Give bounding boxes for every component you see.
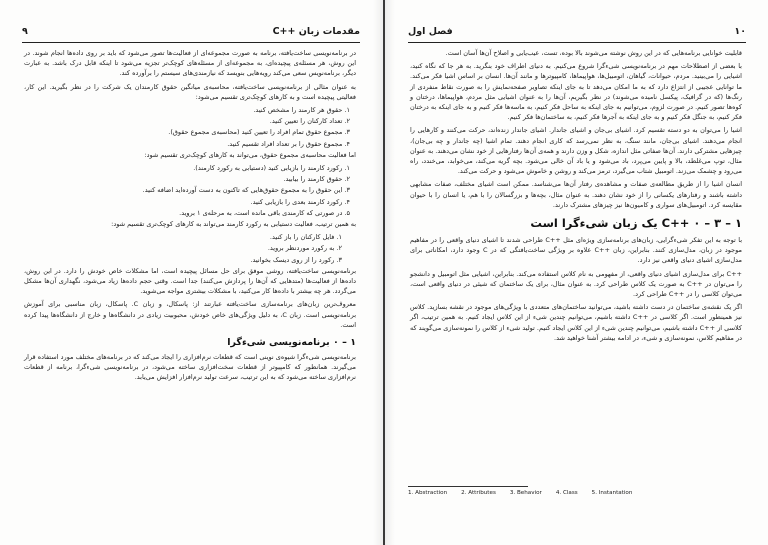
list-item: ۳. رکورد را از روی دیسک بخوانید. — [250, 255, 342, 264]
paragraph: اما فعالیت محاسبه‌ی مجموع حقوق، می‌تواند به کارهای کوچک‌تری تقسیم شود: — [144, 150, 356, 159]
left-page — [0, 0, 382, 545]
list-item: ۵. در صورتی که کارمندی باقی مانده است، به مرحله‌ی ۱ بروید. — [179, 208, 350, 217]
section-heading: ۱ – ۳ – ۰ ++C یک زبان شیءگرا است — [530, 216, 742, 231]
list-item: ۲. تعداد کارکنان را تعیین کنید. — [269, 117, 350, 126]
list-item: ۱. رکورد کارمند را بازیابی کنید (دستیابی به رکورد کارمند). — [193, 164, 350, 173]
paragraph: قابلیت خوانایی برنامه‌هایی که در این روش نوشته می‌شوند بالا بوده، تست، عیب‌یابی و اصلاح آن‌ها آسان است. — [445, 49, 742, 57]
right-running-title: فصل اول — [408, 26, 453, 37]
paragraph: با توجه به این تفکر شیءگرایی، زبان‌های برنامه‌سازی ویژه‌ای مثل ++C طراحی شدند تا اشیای دنیای واقعی را در مفاهیم موجود در زبان، مدل‌سازی کنند. بنابراین، زبان ++C علاوه بر ویژگی ساخت‌یافتگی که در C وجود دارد، امکاناتی برای مدل‌سازی اشیای دنیای واقعی نیز دارد. — [410, 236, 743, 265]
left-page-body — [24, 48, 356, 535]
paragraph: ++C برای مدل‌سازی اشیای دنیای واقعی، از مفهومی به نام کلاس استفاده می‌کند. بنابراین، اشیایی مثل اتومبیل و دانشجو را می‌توان در ++C به صورت یک کلاس طراحی کرد. به عنوان مثال، برای یک ساختمان که شیئی در دنیای واقعی است، می‌توان کلاسی را در ++C طراحی کرد. — [410, 269, 743, 299]
list-item: ۲. حقوق کارمند را بیابید. — [283, 175, 350, 184]
list-item: ۱. فایل کارکنان را باز کنید. — [269, 233, 342, 242]
list-item: ۳. این حقوق را به مجموع حقوق‌هایی که تاکنون به دست آورده‌اید اضافه کنید. — [142, 186, 350, 195]
list-item: ۳. مجموع حقوق تمام افراد را تعیین کنید (محاسبه‌ی مجموع حقوق). — [168, 128, 350, 137]
right-header-rule — [408, 42, 746, 43]
list-item: ۱. حقوق هر کارمند را مشخص کنید. — [253, 106, 350, 115]
paragraph: اگر یک نقشه‌ی ساختمان در دست داشته باشید، می‌توانید ساختمان‌های متعددی با ویژگی‌های موجود در نقشه بسازید. کلاس نیز همینطور است. اگر کلاسی در ++C داشته باشیم، می‌توانیم چندین شیء از این کلاس ایجاد کنیم. به همین ترتیب، اگر کلاسی از ++C داشته باشیم، می‌توانیم چندین شیء از این کلاس ایجاد کنیم. تولید شیء از کلاس را نمونه‌سازی می‌گویند که در مفاهیم کلاس، نمونه‌سازی و شیء، در ادامه بیشتر آشنا خواهید شد. — [410, 303, 742, 342]
list-item: ۲. به رکورد موردنظر بروید. — [267, 244, 342, 253]
footnote: 1. Abstraction — [408, 490, 448, 496]
left-header-rule — [22, 42, 360, 43]
footnotes — [408, 490, 746, 502]
right-page — [386, 0, 768, 545]
paragraph: معروف‌ترین زبان‌های برنامه‌سازی ساخت‌یافته عبارتند از: پاسکال، و زبان C. پاسکال، زبان مناسبی برای آموزش برنامه‌نویسی است. زبان C، به دلیل ویژگی‌های خاص خودش، محبوبیت زیادی در دانشگاه‌ها و خارج از دانشگاه‌ها پیدا کرده است. — [24, 300, 356, 329]
list-item: ۴. رکورد کارمند بعدی را بازیابی کنید. — [250, 197, 350, 206]
paragraph: به همین ترتیب، فعالیت دستیابی به رکورد کارمند می‌تواند به کارهای کوچک‌تری تقسیم شود: — [111, 220, 356, 229]
section-heading: ۱ – ۰ برنامه‌نویسی شیءگرا — [227, 337, 356, 349]
right-page-header — [408, 26, 746, 42]
paragraph: به عنوان مثالی از برنامه‌نویسی ساخت‌یافته، محاسبه‌ی میانگین حقوق کارمندان یک شرکت را در نظر بگیرید. این کار، فعالیتی پیچیده است و به کارهای کوچک‌تری تقسیم می‌شود: — [24, 82, 356, 101]
footnote: 3. Behavior — [509, 490, 542, 496]
paragraph: برنامه‌نویسی ساخت‌یافته، روشی موفق برای حل مسائل پیچیده است، اما مشکلات خاص خودش را دارد. در این روش، داده‌ها از فعالیت‌ها (متدهایی که آن‌ها را پردازش می‌کنند) جدا است. وقتی حجم داده‌ها زیاد می‌شود، نگهداری آن‌ها مشکل می‌گردد. هر چه بیشتر با داده‌ها کار می‌کنید، با مشکلات بیشتری مواجه می‌شوید. — [24, 266, 356, 296]
footnote: 4. Class — [555, 490, 578, 496]
footnote-rule — [408, 486, 528, 487]
paragraph: برنامه‌نویسی شیءگرا شیوه‌ی نوینی است که قطعات نرم‌افزاری را ایجاد می‌کند که در برنامه‌های مختلف مورد استفاده قرار می‌گیرند. همانطور که کامپیوتر از قطعات سخت‌افزاری ساخته می‌شود، در برنامه‌نویسی شیءگرا، برنامه از قطعات نرم‌افزاری ساخته می‌شود که به این ترتیب، سرعت تولید نرم‌افزار افزایش می‌یابد. — [24, 353, 356, 382]
left-running-title: مقدمات زبان ++C — [272, 26, 360, 37]
footnote: 2. Attributes — [461, 490, 496, 496]
footnote: 5. Instantation — [591, 490, 633, 496]
paragraph: در برنامه‌نویسی ساخت‌یافته، برنامه به صورت مجموعه‌ای از فعالیت‌ها تصور می‌شود که باید بر روی داده‌ها انجام شوند. در این روش، هر مسئله‌ی پیچیده‌ای، به مجموعه‌ای از مسئله‌های کوچک‌تر تجزیه می‌شود تا اینکه قابل درک باشد. به عبارت دیگر، برنامه‌نویس سعی می‌کند رویه‌هایی بنویسد که نیازمندی‌های سیستم را برآورده کند. — [24, 49, 356, 78]
left-page-number: ۹ — [22, 26, 28, 37]
right-page-body — [410, 48, 742, 483]
paragraph: اشیا را می‌توان به دو دسته تقسیم کرد. اشیای بی‌جان و اشیای جاندار. اشیای جاندار زنده‌اند، حرکت می‌کنند و کارهایی را انجام می‌دهند. اشیای بی‌جان، مانند سنگ، به نظر نمی‌رسد که کاری انجام دهند. تمام اشیا (چه جاندار و چه بی‌جان)، چیزهایی مشترکی دارند. آن‌ها صفاتی مثل اندازه، شکل و وزن دارند و همه‌ی آن‌ها رفتارهایی از خود نشان می‌دهند. به عنوان مثال، توپ می‌غلطد، بالا و پایین می‌پرد، باد می‌شود و یا باد آن خالی می‌شود. بچه گریه می‌کند، می‌خوابد، می‌خندد، راه می‌رود و چشمک می‌زند. اتومبیل شتاب می‌گیرد، ترمز می‌کند و روشن و خاموش می‌شود و حرکت می‌کند. — [410, 126, 742, 176]
book-gutter — [383, 0, 385, 545]
paragraph: انسان اشیا را از طریق مطالعه‌ی صفات و مشاهده‌ی رفتار آن‌ها می‌شناسد. ممکن است اشیای مختلف، صفات مشابهی داشته باشند و رفتارهای یکسانی را از خود نشان دهند. به عنوان مثال، بچه‌ها و بزرگسالان را با هم، یا انسان را با حیوان مقایسه کرد. اتومبیل‌های سواری و کامیون‌ها نیز چیزهای مشترک دارند. — [410, 180, 742, 209]
left-page-header — [22, 26, 360, 42]
paragraph: با بعضی از اصطلاحات مهم در برنامه‌نویسی شیءگرا شروع می‌کنیم. به دنیای اطراف خود بنگرید. به هر جا که نگاه کنید، اشیایی را می‌بینید. مردم، حیوانات، گیاهان، اتومبیل‌ها، هواپیماها، کامپیوترها و مانند آن‌ها. انسان بر اساس اشیا فکر می‌کند. ما توانایی عجیبی از انتزاع دارد که به ما امکان می‌دهد تا به جای اینکه تصاویر صفحه‌نمایش را به صورت نقاط منفردی از رنگ‌ها (که در گرافیک، پیکسل نامیده می‌شوند) در نظر بگیریم، آن‌ها را به عنوان اشیایی مثل مردم، هواپیماها، درختان و کوه‌ها تصور کنیم. در صورت لزوم، می‌توانیم به جای اینکه به ساحل فکر کنیم، به ماسه‌ها فکر کنیم و به جای اینکه به درختان فکر کنیم، به جنگل فکر کنیم و به جای اینکه به آجرها فکر کنیم، به ساختمان‌ها فکر کنیم. — [410, 62, 742, 122]
right-page-number: ۱۰ — [734, 26, 746, 37]
list-item: ۴. مجموع حقوق را بر تعداد افراد تقسیم کنید. — [227, 139, 350, 148]
